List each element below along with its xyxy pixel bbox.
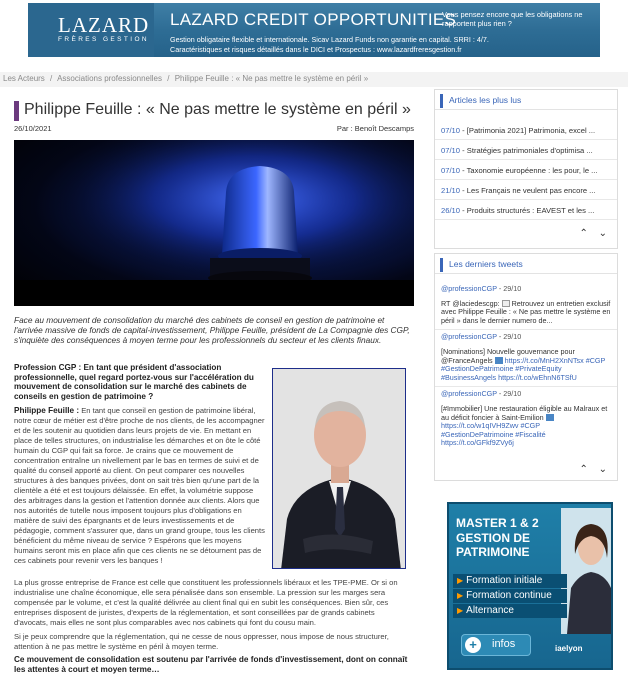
woman-photo-icon (561, 508, 613, 634)
item-date: 07/10 (441, 126, 461, 135)
banner-headline: LAZARD CREDIT OPPORTUNITIES (170, 10, 457, 29)
arrow-right-icon: ▶ (457, 576, 464, 585)
tweet-header (441, 285, 611, 294)
tweet-body-2: Retrouvez un entretien exclusif avec Philippe Feuille : « Ne pas mettre le système en péril » dans le dernier numero de... (441, 298, 611, 325)
article-date: 26/10/2021 (14, 124, 52, 133)
article-lede: Face au mouvement de consolidation du marché des cabinets de conseil en gestion de patrimoine et l'arrivée massive de fonds de capital-investissement, Philippe Feuille, président de La Compagnie des CGP, s'inquiète des conséquences à moyen terme pour les professionnels du secteur et les clients finaux. (14, 315, 410, 345)
link-icon (495, 357, 503, 364)
ad-title-2: GESTION DE (456, 531, 531, 545)
interview-question-2: Ce mouvement de consolidation est soutenu par l'arrivée de fonds d'investissement, dont on connaît les attentes à court et moyen terme… (14, 655, 408, 674)
menu-label: Formation initiale (466, 575, 543, 586)
breadcrumb-current: Philippe Feuille : « Ne pas mettre le système en péril » (174, 74, 369, 83)
tweets-pager[interactable]: ⌃ ⌄ (579, 464, 611, 475)
tweet-body: [Nominations] Nouvelle gouvernance pour @FranceAngels (441, 346, 575, 365)
most-read-pager[interactable]: ⌃ ⌄ (579, 228, 611, 239)
item-date: 07/10 (441, 166, 461, 175)
tweets-header (435, 254, 617, 274)
breadcrumb-separator: / (167, 74, 170, 83)
ad-banner-lazard[interactable] (28, 3, 600, 57)
arrow-right-icon: ▶ (457, 606, 464, 615)
tweet-date: - 29/10 (496, 332, 522, 342)
plus-icon: + (465, 637, 481, 653)
tweet-handle[interactable]: @professionCGP (441, 389, 497, 399)
article-paragraph-2: La plus grosse entreprise de France est celle que constituent les professionnels libéraux et les TPE-PME. Or si on industrialise une chaîne économique, elle sera pénalisée dans son ensemble. La pression sur les marges sera compensée par le volume, et c'est la qualité délivrée au client final qui en subit les conséquences. Bien sûr, ces entreprises disposent de juristes, d'experts de la réglementation, et sont conseillées par de grands cabinets d'avocats, mais elles ne sont plus comparables avec nos cabinets qui font du cousu main. (14, 578, 398, 627)
ad-menu-formation-continue[interactable] (453, 589, 567, 603)
tweet-date: - 29/10 (496, 389, 522, 399)
portrait-philippe-feuille (272, 368, 406, 569)
infos-label: infos (492, 638, 516, 650)
banner-line-1: Gestion obligataire flexible et internationale. Sicav Lazard Funds non garantie en capital. SRRI : 4/7. (170, 35, 489, 44)
hero-image-siren (14, 140, 414, 306)
ad-brand: iaelyon (555, 644, 583, 653)
tweet-header (441, 390, 611, 399)
item-date: 07/10 (441, 146, 461, 155)
most-read-item[interactable] (435, 200, 617, 220)
ad-master-gestion-patrimoine[interactable] (447, 502, 613, 670)
tweet-body-2[interactable]: https://t.co/w1qIVH9Zwv #CGP #GestionDePatrimoine #Fiscalité https://t.co/GFkf9ZVy6j (441, 421, 546, 448)
logo-subtitle: FRÈRES GESTION (58, 36, 150, 43)
breadcrumb (0, 72, 628, 87)
image-icon (502, 300, 510, 307)
article-author[interactable]: Par : Benoît Descamps (336, 124, 414, 133)
breadcrumb-acteurs[interactable]: Les Acteurs (3, 74, 45, 83)
interview-answer-1 (14, 406, 267, 566)
tweet-handle[interactable]: @professionCGP (441, 332, 497, 342)
menu-label: Formation continue (466, 590, 552, 601)
siren-icon (14, 140, 414, 306)
tweet-item[interactable] (435, 387, 617, 452)
item-date: 21/10 (441, 186, 461, 195)
ad-menu-alternance[interactable] (453, 604, 567, 618)
person-icon (273, 369, 406, 569)
most-read-title: Articles les plus lus (449, 95, 522, 105)
tweet-item[interactable] (435, 330, 617, 387)
ad-title-3: PATRIMOINE (456, 545, 530, 559)
answer-text: En tant que conseil en gestion de patrimoine libéral, notre cœur de métier est d'être proche de nos clients, de les accompagner et de les soutenir au quotidien dans leurs projets de vie. En mettant en place de telles structures, on industrialise les démarches et on ôte le côté humain du CGP qui fait sa force. Je crains que ce mouvement de concentration entraîne un nivellement par le bas en termes de suivi et de qualité du conseil apporté au client. On peut comparer ces nouvelles structures à des banques privées, dont on sait très bien qu'une part de la clientèle a été et est toujours délaissée. En effet, la volumétrie suppose des arbitrages dans la gestion et l'attention donnée aux clients. Alors que nos autorités de tutelle nous imposent toujours plus d'obligations en matière de suivi des épargnants et de leurs investissements et de pédagogie, comment s'assurer que, dans un grand groupe, tous les clients bénéficient du même niveau de service ? Espérons que les moyens humains seront mis en place afin que ces clients ne se détournent pas de ces cabinets pour revenir vers les banques ! (14, 406, 265, 565)
ad-title-1: MASTER 1 & 2 (456, 516, 539, 530)
logo-name: LAZARD (58, 13, 150, 37)
tweet-body-2[interactable]: https://t.co/MnH2XnNTsx #CGP #GestionDePatrimoine #PrivateEquity #BusinessAngels https://t.co/wEhnN6TSfU (441, 355, 606, 382)
most-read-item[interactable] (435, 180, 617, 200)
item-text: - Stratégies patrimoniales d'optimisa ... (460, 146, 593, 155)
ad-menu-formation-initiale[interactable] (453, 574, 567, 588)
most-read-header (435, 90, 617, 110)
lazard-logo (28, 3, 154, 57)
tweets-title: Les derniers tweets (449, 259, 523, 269)
most-read-item[interactable] (435, 160, 617, 180)
answer-speaker: Philippe Feuille : (14, 406, 80, 415)
header-accent (440, 258, 443, 272)
page-title: Philippe Feuille : « Ne pas mettre le système en péril » (14, 101, 411, 121)
arrow-right-icon: ▶ (457, 591, 464, 600)
ad-infos-button[interactable] (461, 634, 531, 656)
tweet-handle[interactable]: @professionCGP (441, 284, 497, 293)
tweet-item[interactable] (435, 282, 617, 330)
link-icon (546, 414, 554, 421)
item-text: - Produits structurés : EAVEST et les ... (460, 206, 595, 215)
breadcrumb-associations[interactable]: Associations professionnelles (57, 74, 163, 83)
tweet-header (441, 333, 611, 342)
most-read-item[interactable] (435, 140, 617, 160)
tweets-panel (434, 253, 618, 481)
interview-question-1: Profession CGP : En tant que président d'association professionnelle, quel regard portez-vous sur l'accélération du mouvement de consolidation sur le marché des cabinets de conseils en gestion de patrimoine ? (14, 363, 254, 401)
tweet-body: RT @laciedescgp: (441, 298, 502, 308)
header-accent (440, 94, 443, 108)
item-text: - [Patrimonia 2021] Patrimonia, excel ... (460, 126, 596, 135)
article-paragraph-3: Si je peux comprendre que la réglementation, qui ne cesse de nous oppresser, nous impose de nous structurer, attention à ne pas mettre le système en péril à moyen terme. (14, 632, 389, 651)
tweet-body: [#Immobilier] Une restauration éligible au Malraux et au déficit foncier à Saint-Emilion (441, 403, 608, 422)
menu-label: Alternance (466, 605, 514, 616)
breadcrumb-separator: / (50, 74, 53, 83)
most-read-item[interactable] (435, 120, 617, 140)
item-date: 26/10 (441, 206, 461, 215)
banner-line-2: Caractéristiques et risques détaillés dans le DICI et Prospectus : www.lazardfreresgestion.fr (170, 45, 462, 54)
tweet-date: - 29/10 (496, 284, 522, 293)
item-text: - Les Français ne veulent pas encore ... (460, 186, 596, 195)
item-text: - Taxonomie européenne : les pour, le ... (460, 166, 598, 175)
most-read-panel (434, 89, 618, 249)
banner-cta[interactable]: Vous pensez encore que les obligations ne rapportent plus rien ? (442, 10, 583, 28)
